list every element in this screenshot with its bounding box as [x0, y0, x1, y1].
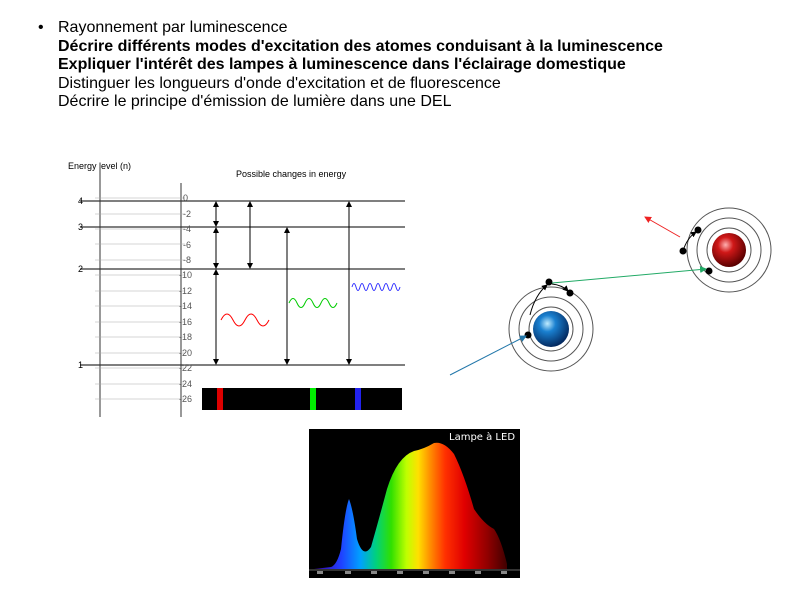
atom-excitation-diagram [440, 205, 785, 385]
level-label: 2 [78, 264, 84, 274]
grid-lines [95, 198, 185, 399]
green-photon-wave [289, 299, 337, 308]
energy-levels [80, 201, 405, 365]
axis-tick [423, 571, 429, 574]
level-label: 3 [78, 222, 84, 232]
ground-state-atom [509, 279, 593, 372]
electron [525, 332, 532, 339]
led-lamp-spectrum [309, 429, 520, 578]
axis-tick [345, 571, 351, 574]
scale-tick: -20 [179, 348, 193, 358]
emitted-photon-arrow [645, 217, 680, 237]
scale-tick: -16 [179, 317, 193, 327]
red-nucleus [712, 233, 746, 267]
level-label: 1 [78, 360, 84, 370]
electron [546, 279, 553, 286]
axis-tick [371, 571, 377, 574]
blue-spectral-line [355, 388, 361, 410]
green-spectral-line [310, 388, 316, 410]
scale-tick: -12 [179, 286, 193, 296]
objective-line: Rayonnement par luminescence [58, 19, 288, 36]
scale-tick: -6 [183, 240, 192, 250]
energy-level-diagram [60, 155, 410, 420]
blue-nucleus [533, 311, 569, 347]
scale-tick: -18 [179, 332, 193, 342]
axis-tick [397, 571, 403, 574]
objective-line: Distinguer les longueurs d'onde d'excitation et de fluorescence [58, 74, 501, 92]
energy-transfer-arrow [552, 269, 706, 283]
energy-diagram-title: Possible changes in energy [236, 169, 347, 179]
transition-arrows [216, 204, 349, 362]
axis-tick [501, 571, 507, 574]
excited-atom [680, 208, 772, 292]
objective-line: Expliquer l'intérêt des lampes à luminescence dans l'éclairage domestique [58, 56, 626, 73]
scale-tick: -22 [179, 363, 193, 373]
objective-line: Décrire différents modes d'excitation des atomes conduisant à la luminescence [58, 37, 663, 55]
red-spectral-line [217, 388, 223, 410]
scale-tick: -4 [183, 224, 192, 234]
blue-photon-wave [352, 284, 400, 291]
scale-tick: -14 [179, 301, 193, 311]
bullet-marker: • [38, 19, 44, 36]
scale-tick: -8 [183, 255, 192, 265]
objective-line: Décrire le principe d'émission de lumière dans une DEL [58, 93, 452, 110]
scale-tick: -24 [179, 379, 193, 389]
scale-tick: 0 [183, 193, 189, 203]
red-photon-wave [221, 314, 269, 326]
energy-axis-label: Energy level (n) [68, 161, 132, 171]
incoming-excitation-arrow [450, 336, 526, 375]
level-label: 4 [78, 196, 84, 206]
axis-tick [317, 571, 323, 574]
electron [706, 268, 713, 275]
lamp-spectrum-title: Lampe à LED [449, 432, 516, 443]
scale-tick: -2 [183, 209, 192, 219]
emission-spectrum-bar [202, 388, 402, 410]
axis-tick [449, 571, 455, 574]
axis-tick [475, 571, 481, 574]
scale-tick: -10 [179, 270, 193, 280]
scale-tick: -26 [179, 394, 193, 404]
